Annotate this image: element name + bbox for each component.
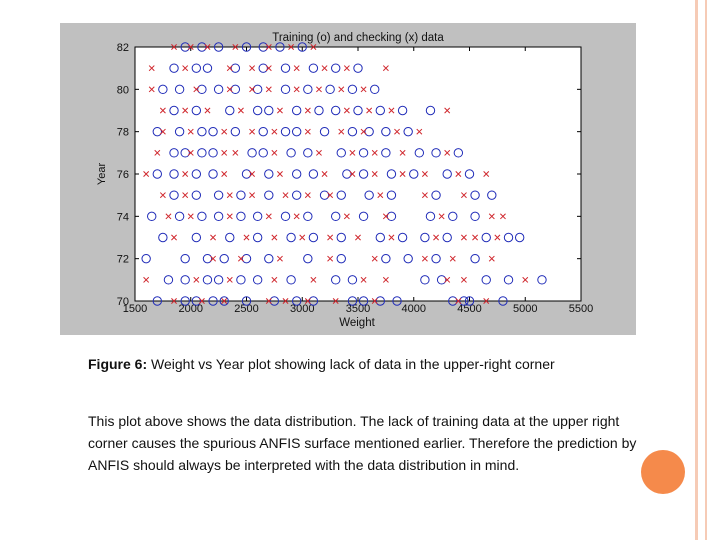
x-tick-label: 5000 [513, 303, 538, 315]
x-tick-label: 3000 [290, 303, 315, 315]
caption-label: Figure 6: [88, 356, 148, 372]
body-paragraph: This plot above shows the data distribution. The lack of training data at the upper right corner causes the spurious ANFIS surface mentioned earlier. Therefore the prediction by ANFIS should always be interpreted with the data distribution in mind. [88, 413, 637, 473]
chart-panel [60, 23, 636, 335]
scatter-plot [60, 23, 636, 335]
y-tick-label: 70 [116, 296, 129, 308]
y-axis-label: Year [96, 162, 108, 186]
x-tick-label: 4500 [457, 303, 482, 315]
x-tick-label: 2500 [234, 303, 259, 315]
y-tick-label: 72 [116, 253, 129, 266]
x-tick-label: 2000 [178, 303, 203, 315]
decorative-orange-circle [641, 450, 685, 494]
slide-border-outer [695, 0, 698, 540]
y-tick-label: 74 [116, 211, 129, 224]
x-tick-label: 1500 [122, 303, 148, 315]
y-tick-label: 76 [116, 169, 129, 181]
x-axis-label: Weight [339, 317, 375, 329]
caption-text: Weight vs Year plot showing lack of data in the upper-right corner [147, 356, 555, 372]
figure-caption [88, 356, 648, 372]
y-tick-label: 82 [116, 42, 129, 54]
slide-border-inner [705, 0, 707, 540]
chart-title: Training (o) and checking (x) data [272, 32, 444, 44]
y-tick-label: 80 [116, 84, 129, 97]
x-tick-label: 3500 [345, 303, 371, 315]
x-tick-label: 5500 [568, 303, 594, 315]
y-tick-label: 78 [116, 126, 129, 139]
x-tick-label: 4000 [401, 303, 426, 315]
